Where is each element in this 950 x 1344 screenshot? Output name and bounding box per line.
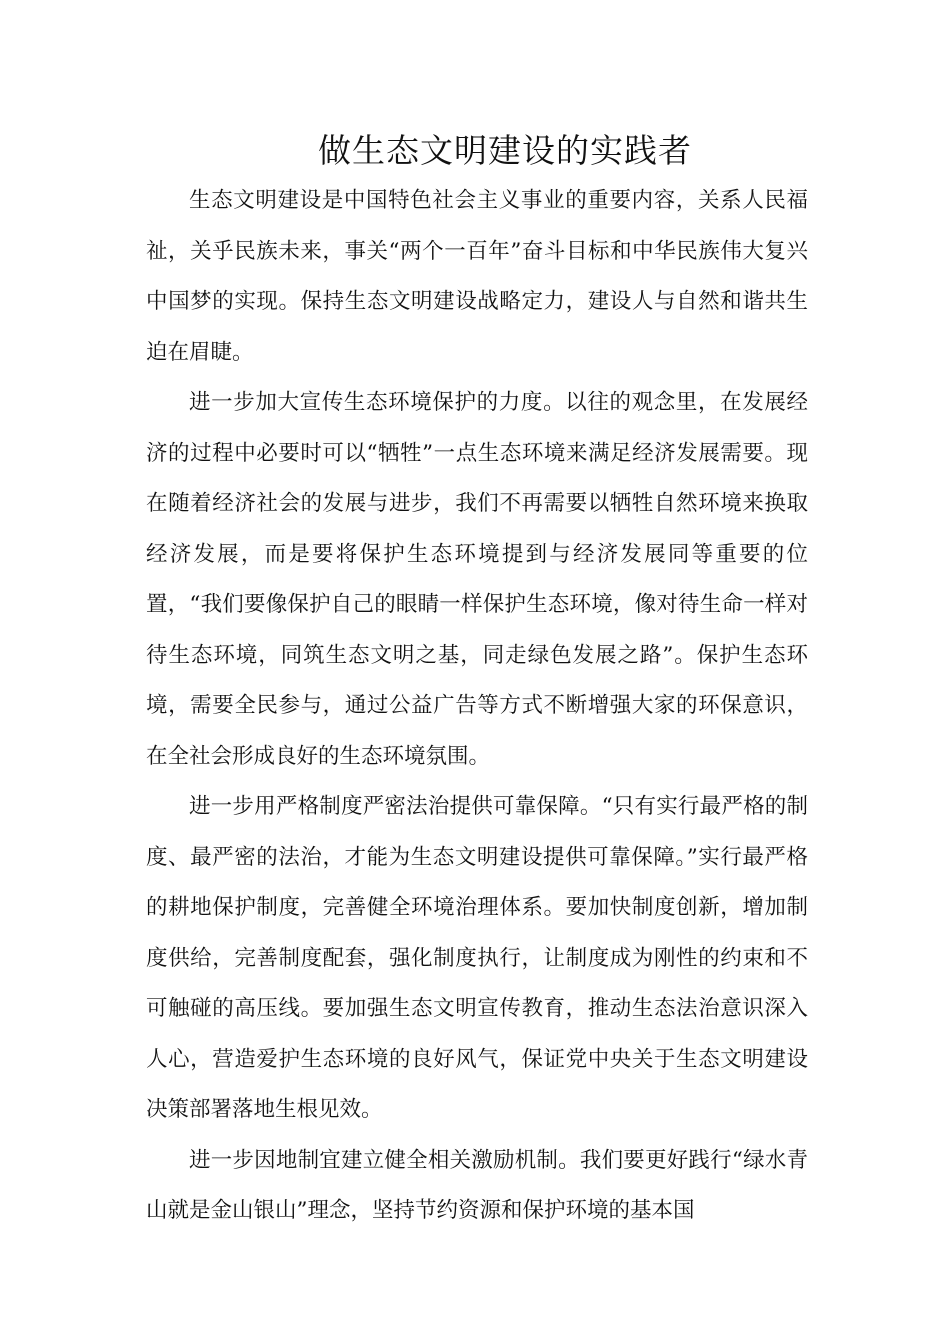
document-title: 做生态文明建设的实践者 — [318, 131, 692, 170]
paragraph-publicity: 进一步加大宣传生态环境保护的力度。以往的观念里，在发展经济的过程中必要时可以“牺牲”一点生态环境来满足经济发展需要。现在随着经济社会的发展与进步，我们不再需要以牺牲自然环境来换取经济发展，而是要将保护生态环境提到与经济发展同等重要的位置，“我们要像保护自己的眼睛一样保护生态环境，像对待生命一样对待生态环境，同筑生态文明之基，同走绿色发展之路”。保护生态环境，需要全民参与，通过公益广告等方式不断增强大家的环保意识，在全社会形成良好的生态环境氛围。 — [146, 390, 808, 769]
document-body — [146, 176, 808, 1237]
paragraph-legal-system: 进一步用严格制度严密法治提供可靠保障。“只有实行最严格的制度、最严密的法治，才能为生态文明建设提供可靠保障。”实行最严格的耕地保护制度，完善健全环境治理体系。要加快制度创新，增加制度供给，完善制度配套，强化制度执行，让制度成为刚性的约束和不可触碰的高压线。要加强生态文明宣传教育，推动生态法治意识深入人心，营造爱护生态环境的良好风气，保证党中央关于生态文明建设决策部署落地生根见效。 — [146, 794, 808, 1122]
paragraph-intro: 生态文明建设是中国特色社会主义事业的重要内容，关系人民福祉，关乎民族未来，事关“两个一百年”奋斗目标和中华民族伟大复兴中国梦的实现。保持生态文明建设战略定力，建设人与自然和谐共生迫在眉睫。 — [146, 188, 808, 365]
paragraph-incentive: 进一步因地制宜建立健全相关激励机制。我们要更好践行“绿水青山就是金山银山”理念，坚持节约资源和保护环境的基本国 — [146, 1147, 808, 1223]
